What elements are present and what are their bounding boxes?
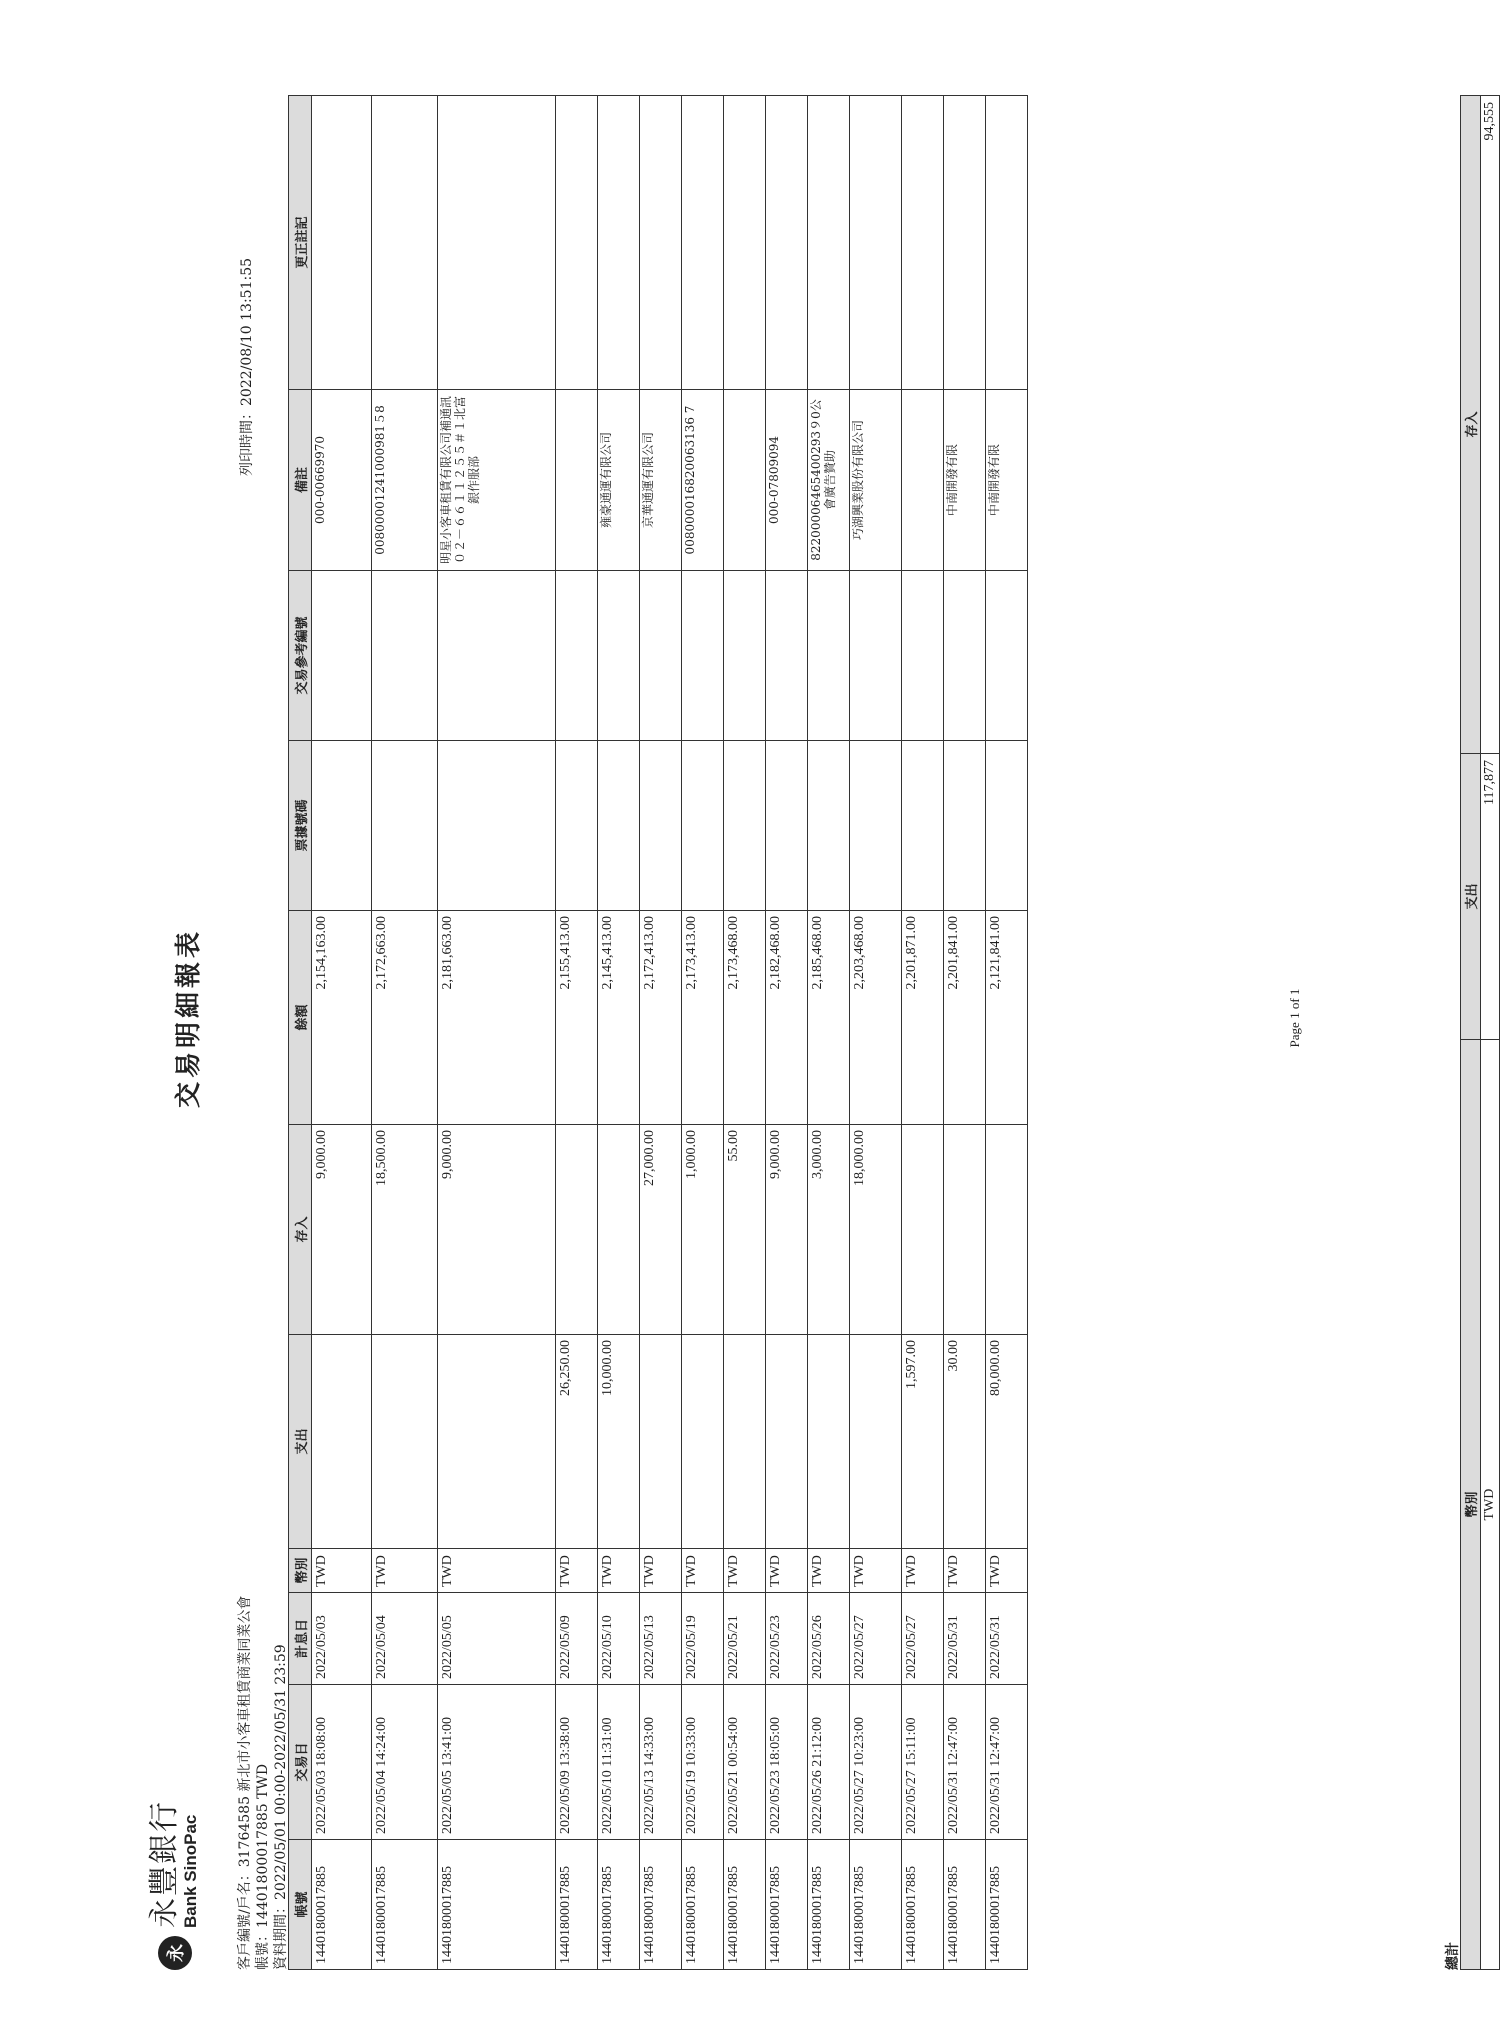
tx-date-cell: 2022/05/21 00:54:00 [724, 1685, 766, 1840]
balance-cell: 2,181,663.00 [438, 911, 556, 1125]
debit-cell: 30.00 [944, 1335, 986, 1549]
reference-cell [682, 571, 724, 741]
value-date-cell: 2022/05/26 [808, 1593, 850, 1685]
correction-cell [850, 96, 902, 390]
cheque-cell [438, 741, 556, 911]
tx-date-cell: 2022/05/31 12:47:00 [944, 1685, 986, 1840]
value-date-cell: 2022/05/10 [598, 1593, 640, 1685]
balance-cell: 2,155,413.00 [556, 911, 598, 1125]
reference-cell [598, 571, 640, 741]
balance-cell: 2,173,468.00 [724, 911, 766, 1125]
currency-cell: TWD [902, 1549, 944, 1593]
balance-cell: 2,172,663.00 [372, 911, 438, 1125]
currency-cell: TWD [640, 1549, 682, 1593]
correction-cell [682, 96, 724, 390]
account-cell: 14401800017885 [556, 1840, 598, 1970]
memo-cell: 00800001241000981５8 [372, 390, 438, 571]
correction-cell [598, 96, 640, 390]
account-cell: 14401800017885 [438, 1840, 556, 1970]
credit-cell: 1,000.00 [682, 1125, 724, 1335]
debit-cell [372, 1335, 438, 1549]
column-header: 計息日 [289, 1593, 312, 1685]
reference-cell [902, 571, 944, 741]
reference-cell [986, 571, 1028, 741]
tx-date-cell: 2022/05/19 10:33:00 [682, 1685, 724, 1840]
table-row [808, 96, 850, 1970]
account-cell: 14401800017885 [372, 1840, 438, 1970]
print-time: 列印時間：2022/08/10 13:51:55 [239, 257, 255, 476]
table-row [682, 96, 724, 1970]
memo-cell: 008000016820063136 7 [682, 390, 724, 571]
value-date-cell: 2022/05/05 [438, 1593, 556, 1685]
account-cell: 14401800017885 [724, 1840, 766, 1970]
tx-date-cell: 2022/05/23 18:05:00 [766, 1685, 808, 1840]
tx-date-cell: 2022/05/04 14:24:00 [372, 1685, 438, 1840]
bank-name-cn: 永豐銀行 [147, 1800, 182, 1928]
customer-info: 客戶編號/戶名：31764585 新北市小客車租賃商業同業公會 [237, 1595, 253, 1970]
table-row [724, 96, 766, 1970]
balance-cell: 2,173,413.00 [682, 911, 724, 1125]
balance-cell: 2,182,468.00 [766, 911, 808, 1125]
balance-cell: 2,154,163.00 [312, 911, 372, 1125]
credit-cell [944, 1125, 986, 1335]
tx-date-cell: 2022/05/27 15:11:00 [902, 1685, 944, 1840]
cheque-cell [312, 741, 372, 911]
account-cell: 14401800017885 [808, 1840, 850, 1970]
summary-label: 總計 [1445, 1942, 1461, 1970]
table-row [944, 96, 986, 1970]
currency-cell: TWD [986, 1549, 1028, 1593]
value-date-cell: 2022/05/19 [682, 1593, 724, 1685]
summary-row [1481, 96, 1500, 1970]
tx-date-cell: 2022/05/13 14:33:00 [640, 1685, 682, 1840]
correction-cell [640, 96, 682, 390]
cheque-cell [808, 741, 850, 911]
cheque-cell [986, 741, 1028, 911]
summary-currency: TWD [1481, 1040, 1500, 1970]
memo-cell: 中南開發有限 [986, 390, 1028, 571]
credit-cell: 18,500.00 [372, 1125, 438, 1335]
correction-cell [944, 96, 986, 390]
tx-date-cell: 2022/05/27 10:23:00 [850, 1685, 902, 1840]
tx-date-cell: 2022/05/09 13:38:00 [556, 1685, 598, 1840]
summary-header-debit: 支出 [1461, 754, 1481, 1040]
column-header: 帳號 [289, 1840, 312, 1970]
table-row [372, 96, 438, 1970]
memo-cell: 明星小客車租賃有限公司補通訊０２－６６１１２５５＃１北富銀作服部 [438, 390, 556, 571]
tx-date-cell: 2022/05/26 21:12:00 [808, 1685, 850, 1840]
credit-cell: 18,000.00 [850, 1125, 902, 1335]
reference-cell [556, 571, 598, 741]
balance-cell: 2,185,468.00 [808, 911, 850, 1125]
currency-cell: TWD [372, 1549, 438, 1593]
value-date-cell: 2022/05/09 [556, 1593, 598, 1685]
cheque-cell [766, 741, 808, 911]
correction-cell [556, 96, 598, 390]
debit-cell [724, 1335, 766, 1549]
memo-cell [724, 390, 766, 571]
tx-date-cell: 2022/05/31 12:47:00 [986, 1685, 1028, 1840]
table-row [986, 96, 1028, 1970]
page-number: Page 1 of 1 [1287, 988, 1302, 1048]
credit-cell [598, 1125, 640, 1335]
credit-cell [556, 1125, 598, 1335]
column-header: 交易日 [289, 1685, 312, 1840]
transaction-table [288, 95, 1028, 1970]
table-row [850, 96, 902, 1970]
credit-cell [986, 1125, 1028, 1335]
value-date-cell: 2022/05/04 [372, 1593, 438, 1685]
balance-cell: 2,203,468.00 [850, 911, 902, 1125]
cheque-cell [902, 741, 944, 911]
account-cell: 14401800017885 [766, 1840, 808, 1970]
currency-cell: TWD [598, 1549, 640, 1593]
currency-cell: TWD [682, 1549, 724, 1593]
bank-name-en: Bank SinoPac [181, 1814, 200, 1928]
report-title: 交易明細報表 [174, 928, 204, 1109]
value-date-cell: 2022/05/03 [312, 1593, 372, 1685]
cheque-cell [598, 741, 640, 911]
credit-cell: 9,000.00 [438, 1125, 556, 1335]
reference-cell [850, 571, 902, 741]
currency-cell: TWD [850, 1549, 902, 1593]
reference-cell [438, 571, 556, 741]
cheque-cell [372, 741, 438, 911]
debit-cell [682, 1335, 724, 1549]
balance-cell: 2,201,841.00 [944, 911, 986, 1125]
debit-cell: 26,250.00 [556, 1335, 598, 1549]
value-date-cell: 2022/05/23 [766, 1593, 808, 1685]
summary-header-credit: 存入 [1461, 96, 1481, 754]
value-date-cell: 2022/05/31 [986, 1593, 1028, 1685]
cheque-cell [850, 741, 902, 911]
credit-cell: 55.00 [724, 1125, 766, 1335]
balance-cell: 2,172,413.00 [640, 911, 682, 1125]
column-header: 交易參考編號 [289, 571, 312, 741]
table-row [902, 96, 944, 1970]
table-row [556, 96, 598, 1970]
column-header: 餘額 [289, 911, 312, 1125]
cheque-cell [724, 741, 766, 911]
reference-cell [372, 571, 438, 741]
reference-cell [766, 571, 808, 741]
cheque-cell [682, 741, 724, 911]
value-date-cell: 2022/05/31 [944, 1593, 986, 1685]
account-cell: 14401800017885 [902, 1840, 944, 1970]
debit-cell: 80,000.00 [986, 1335, 1028, 1549]
debit-cell [766, 1335, 808, 1549]
reference-cell [808, 571, 850, 741]
currency-cell: TWD [724, 1549, 766, 1593]
correction-cell [312, 96, 372, 390]
cheque-cell [640, 741, 682, 911]
balance-cell: 2,121,841.00 [986, 911, 1028, 1125]
debit-cell [312, 1335, 372, 1549]
reference-cell [944, 571, 986, 741]
value-date-cell: 2022/05/21 [724, 1593, 766, 1685]
tx-date-cell: 2022/05/10 11:31:00 [598, 1685, 640, 1840]
debit-cell [438, 1335, 556, 1549]
memo-cell [556, 390, 598, 571]
account-cell: 14401800017885 [598, 1840, 640, 1970]
account-cell: 14401800017885 [986, 1840, 1028, 1970]
memo-cell: 雍豪通運有限公司 [598, 390, 640, 571]
table-row [438, 96, 556, 1970]
tx-date-cell: 2022/05/05 13:41:00 [438, 1685, 556, 1840]
column-header: 幣別 [289, 1549, 312, 1593]
summary-table [1460, 95, 1500, 1970]
table-row [598, 96, 640, 1970]
value-date-cell: 2022/05/27 [850, 1593, 902, 1685]
credit-cell [902, 1125, 944, 1335]
reference-cell [724, 571, 766, 741]
column-header: 存入 [289, 1125, 312, 1335]
reference-cell [312, 571, 372, 741]
table-row [312, 96, 372, 1970]
credit-cell: 27,000.00 [640, 1125, 682, 1335]
column-header: 票據號碼 [289, 741, 312, 911]
value-date-cell: 2022/05/13 [640, 1593, 682, 1685]
correction-cell [986, 96, 1028, 390]
table-row [766, 96, 808, 1970]
account-cell: 14401800017885 [850, 1840, 902, 1970]
debit-cell: 10,000.00 [598, 1335, 640, 1549]
memo-cell: 82200006465400293９0公會廣告贊助 [808, 390, 850, 571]
debit-cell [850, 1335, 902, 1549]
correction-cell [438, 96, 556, 390]
memo-cell: 巧湖興業股份有限公司 [850, 390, 902, 571]
account-cell: 14401800017885 [640, 1840, 682, 1970]
credit-cell: 3,000.00 [808, 1125, 850, 1335]
correction-cell [902, 96, 944, 390]
currency-cell: TWD [944, 1549, 986, 1593]
period-info: 資料期間：2022/05/01 00:00-2022/05/31 23:59 [273, 1644, 289, 1970]
debit-cell [808, 1335, 850, 1549]
credit-cell: 9,000.00 [312, 1125, 372, 1335]
credit-cell: 9,000.00 [766, 1125, 808, 1335]
debit-cell: 1,597.00 [902, 1335, 944, 1549]
correction-cell [372, 96, 438, 390]
column-header: 更正註記 [289, 96, 312, 390]
value-date-cell: 2022/05/27 [902, 1593, 944, 1685]
memo-cell: 中南開發有限 [944, 390, 986, 571]
column-header: 支出 [289, 1335, 312, 1549]
memo-cell: 京華通運有限公司 [640, 390, 682, 571]
column-header: 備註 [289, 390, 312, 571]
balance-cell: 2,201,871.00 [902, 911, 944, 1125]
tx-date-cell: 2022/05/03 18:08:00 [312, 1685, 372, 1840]
cheque-cell [944, 741, 986, 911]
correction-cell [766, 96, 808, 390]
reference-cell [640, 571, 682, 741]
account-cell: 14401800017885 [944, 1840, 986, 1970]
memo-cell: 000-00669970 [312, 390, 372, 571]
summary-credit-total: 94,555 [1481, 96, 1500, 754]
summary-debit-total: 117,877 [1481, 754, 1500, 1040]
balance-cell: 2,145,413.00 [598, 911, 640, 1125]
currency-cell: TWD [766, 1549, 808, 1593]
currency-cell: TWD [312, 1549, 372, 1593]
account-cell: 14401800017885 [312, 1840, 372, 1970]
debit-cell [640, 1335, 682, 1549]
memo-cell [902, 390, 944, 571]
memo-cell: 000-07809094 [766, 390, 808, 571]
correction-cell [724, 96, 766, 390]
account-cell: 14401800017885 [682, 1840, 724, 1970]
correction-cell [808, 96, 850, 390]
account-info: 帳號：14401800017885 TWD [255, 1763, 271, 1970]
currency-cell: TWD [556, 1549, 598, 1593]
currency-cell: TWD [808, 1549, 850, 1593]
cheque-cell [556, 741, 598, 911]
table-row [640, 96, 682, 1970]
bank-logo-icon: 永 [158, 1936, 192, 1970]
currency-cell: TWD [438, 1549, 556, 1593]
summary-header-currency: 幣別 [1461, 1040, 1481, 1970]
